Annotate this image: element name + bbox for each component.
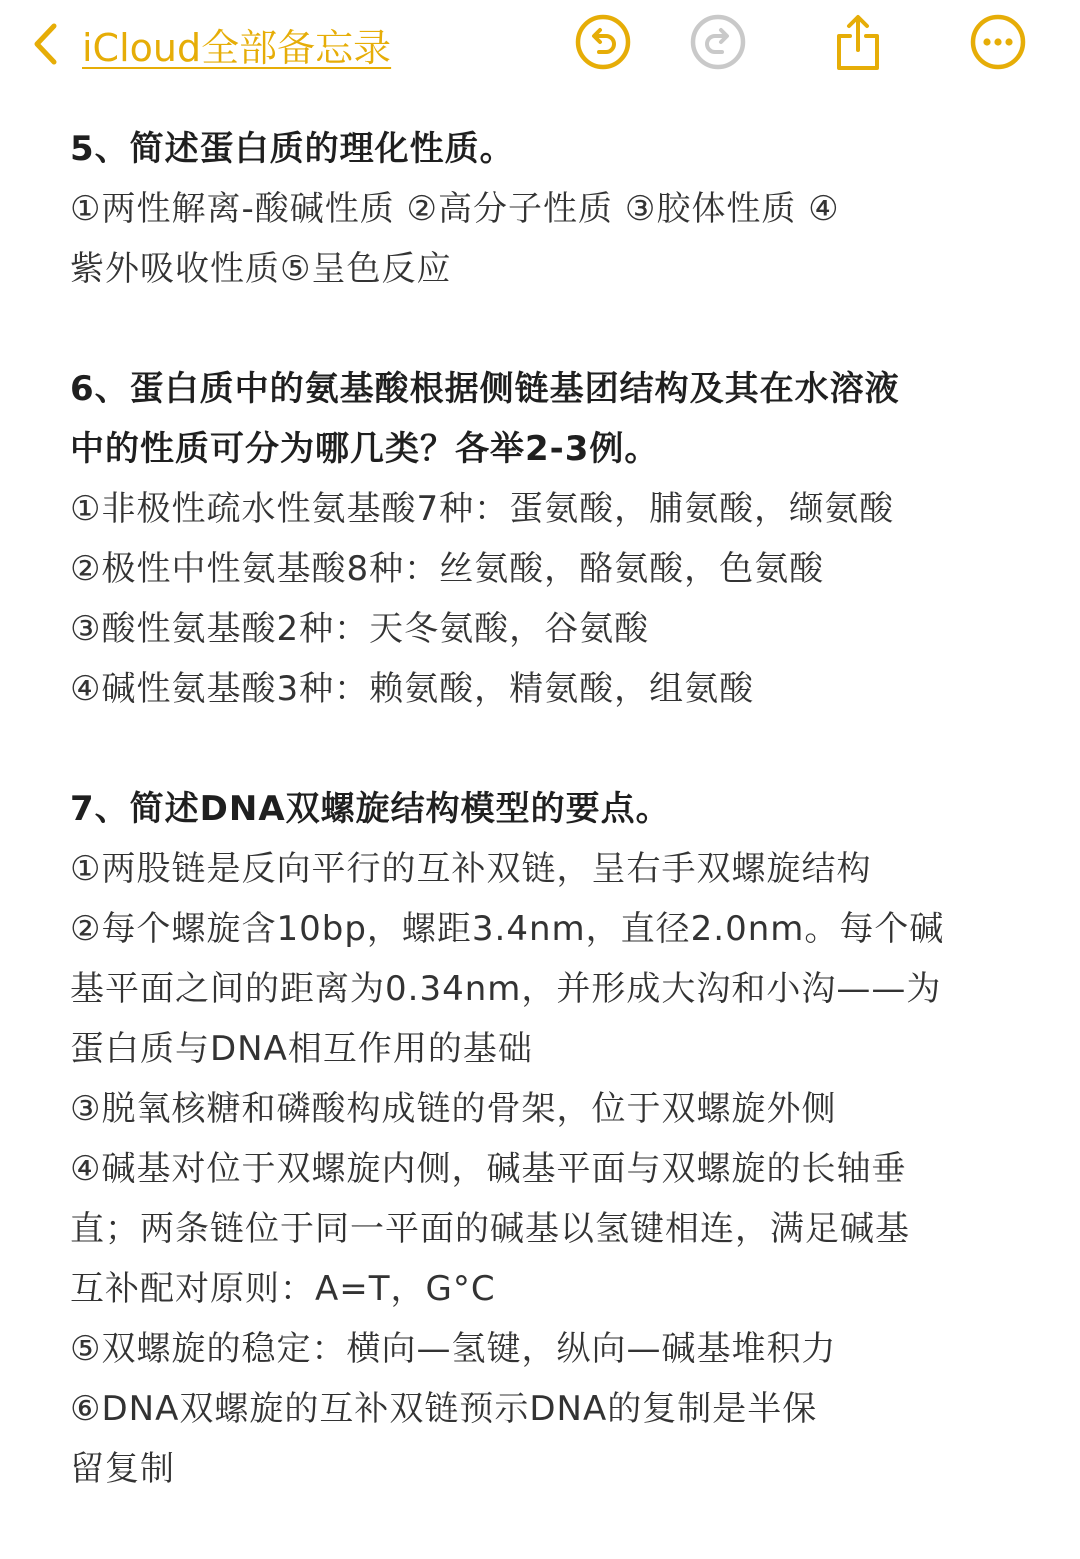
more-button[interactable]	[968, 14, 1028, 74]
answer-line: ②极性中性氨基酸8种：丝氨酸，酪氨酸，色氨酸	[70, 549, 825, 589]
note-section-5	[70, 119, 1020, 299]
answer-line: ②每个螺旋含10bp，螺距3.4nm，直径2.0nm。每个碱	[70, 909, 945, 949]
question-title: 7、简述DNA双螺旋结构模型的要点。	[70, 789, 671, 829]
answer-line: ①两性解离-酸碱性质 ②高分子性质 ③胶体性质 ④	[70, 189, 840, 229]
answer-line: ④碱基对位于双螺旋内侧，碱基平面与双螺旋的长轴垂	[70, 1149, 907, 1189]
question-title: 5、简述蛋白质的理化性质。	[70, 129, 515, 169]
note-body[interactable]	[70, 119, 1020, 1559]
back-button[interactable]	[30, 14, 391, 74]
answer-line: ①两股链是反向平行的互补双链，呈右手双螺旋结构	[70, 849, 872, 889]
answer-line: 基平面之间的距离为0.34nm，并形成大沟和小沟——为	[70, 969, 942, 1009]
undo-button[interactable]	[573, 14, 633, 74]
navigation-bar	[0, 0, 1080, 90]
answer-line: ③脱氧核糖和磷酸构成链的骨架，位于双螺旋外侧	[70, 1089, 837, 1129]
more-icon	[968, 12, 1028, 76]
answer-line: 蛋白质与DNA相互作用的基础	[70, 1029, 533, 1069]
back-button-label: iCloud全部备忘录	[82, 25, 392, 70]
answer-line: 留复制	[70, 1449, 175, 1489]
share-button[interactable]	[828, 14, 888, 74]
chevron-left-icon	[30, 22, 62, 66]
redo-icon	[688, 12, 748, 76]
answer-line: ③酸性氨基酸2种：天冬氨酸，谷氨酸	[70, 609, 650, 649]
note-section-7	[70, 779, 1020, 1499]
answer-line: 互补配对原则：A=T，G°C	[70, 1269, 496, 1309]
answer-line: ①非极性疏水性氨基酸7种：蛋氨酸，脯氨酸，缬氨酸	[70, 489, 895, 529]
answer-line: 直；两条链位于同一平面的碱基以氢键相连，满足碱基	[70, 1209, 910, 1249]
question-title: 中的性质可分为哪几类？各举2-3例。	[70, 429, 660, 469]
note-section-6	[70, 359, 1020, 719]
share-icon	[828, 12, 888, 76]
answer-line: ④碱性氨基酸3种：赖氨酸，精氨酸，组氨酸	[70, 669, 755, 709]
answer-line: 紫外吸收性质⑤呈色反应	[70, 249, 452, 289]
redo-button[interactable]	[688, 14, 748, 74]
answer-line: ⑤双螺旋的稳定：横向—氢键，纵向—碱基堆积力	[70, 1329, 837, 1369]
question-title: 6、蛋白质中的氨基酸根据侧链基团结构及其在水溶液	[70, 369, 900, 409]
undo-icon	[573, 12, 633, 76]
answer-line: ⑥DNA双螺旋的互补双链预示DNA的复制是半保	[70, 1389, 818, 1429]
